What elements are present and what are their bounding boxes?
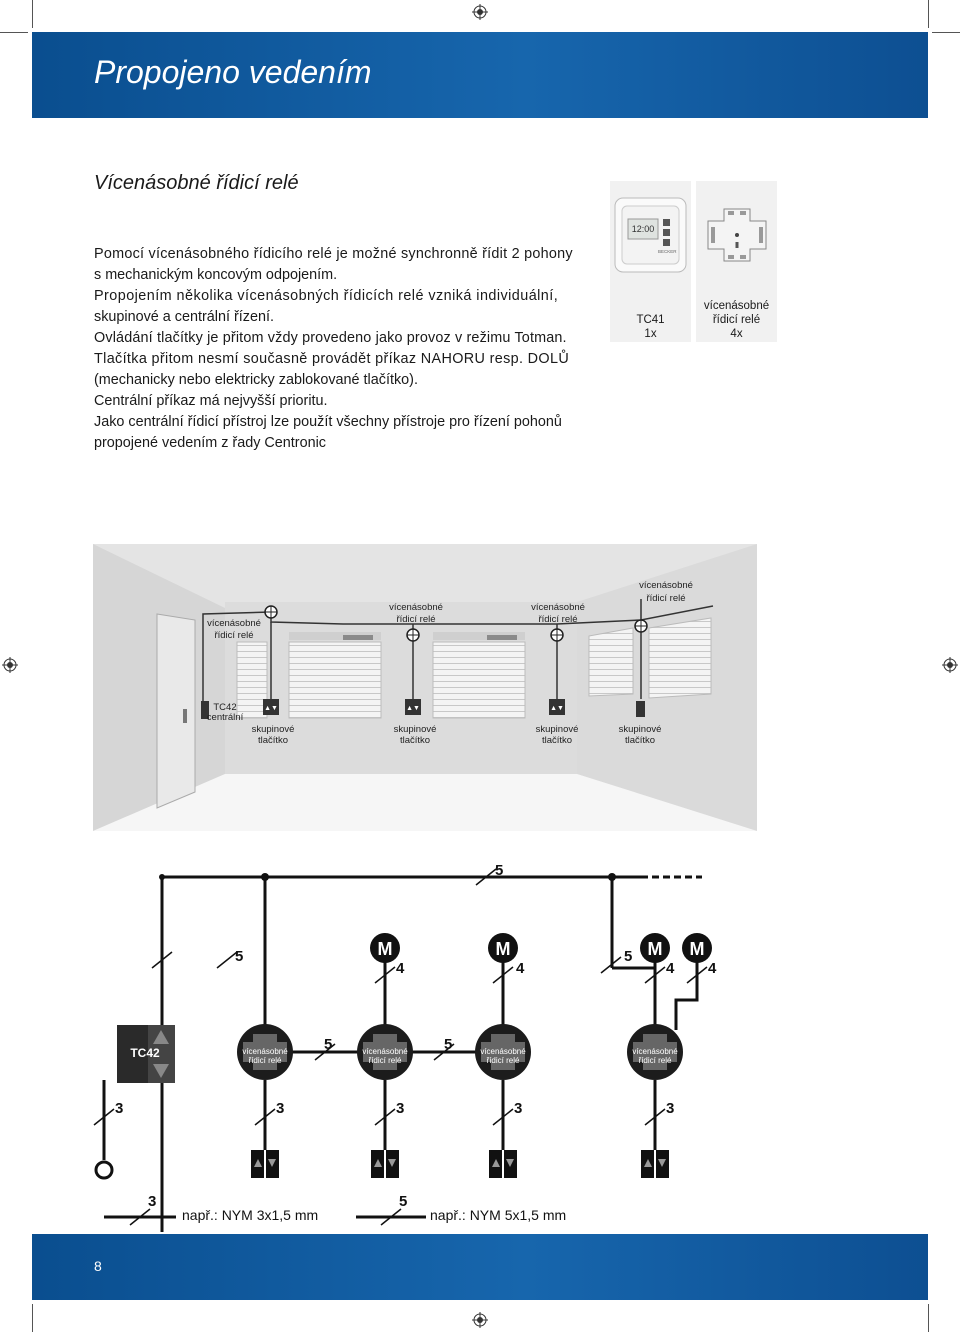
legend-cable-3 bbox=[104, 1193, 318, 1225]
product-name: TC41 bbox=[636, 314, 665, 326]
relay-text: vícenásobné bbox=[242, 1047, 288, 1056]
group-button-icon bbox=[371, 1150, 399, 1178]
cable-count: 5 bbox=[444, 1036, 453, 1053]
relay-symbol bbox=[407, 629, 419, 641]
window bbox=[589, 628, 633, 696]
relay-label: vícenásobné bbox=[389, 602, 443, 613]
relay-symbol bbox=[635, 620, 647, 632]
motor-icon bbox=[370, 933, 400, 963]
registration-mark-left bbox=[2, 657, 18, 673]
relay-text: vícenásobné bbox=[362, 1047, 408, 1056]
relay-label: řídicí relé bbox=[214, 630, 254, 641]
legend-count: 5 bbox=[399, 1193, 408, 1210]
group-button-label: tlačítko bbox=[399, 735, 431, 746]
group-button-icon bbox=[641, 1150, 669, 1178]
cable-count: 4 bbox=[396, 960, 405, 977]
page-number: 8 bbox=[94, 1258, 102, 1274]
group-button-label: tlačítko bbox=[257, 735, 289, 746]
cable-count: 4 bbox=[516, 960, 525, 977]
window bbox=[289, 632, 381, 718]
group-button-label: skupinové bbox=[393, 724, 437, 735]
motor-icon bbox=[488, 933, 518, 963]
body-text bbox=[94, 244, 594, 454]
relay-text: řídicí relé bbox=[248, 1056, 282, 1065]
window bbox=[649, 618, 711, 698]
relay-label: řídicí relé bbox=[646, 593, 686, 604]
registration-mark-bottom bbox=[472, 1312, 488, 1328]
registration-mark-top bbox=[472, 4, 488, 20]
motor-icon bbox=[682, 933, 712, 963]
tc41-device-image bbox=[614, 197, 687, 273]
room-illustration bbox=[93, 544, 757, 831]
crop-mark bbox=[32, 1304, 33, 1332]
cable-count: 3 bbox=[396, 1100, 405, 1117]
tc42-text: TC42 bbox=[130, 1046, 160, 1060]
group-button-label: tlačítko bbox=[541, 735, 573, 746]
crosshair-icon bbox=[472, 4, 488, 20]
relay-text: řídicí relé bbox=[638, 1056, 672, 1065]
crop-mark bbox=[0, 32, 28, 33]
body-line: Tlačítka přitom nesmí současně provádět příkaz NAHORU resp. DOLŮ bbox=[94, 351, 570, 367]
group-button-icon bbox=[549, 699, 565, 715]
device-brand-text: BECKER bbox=[658, 249, 677, 254]
product-name: vícenásobné bbox=[703, 300, 770, 312]
relay-text: vícenásobné bbox=[480, 1047, 526, 1056]
svg-text:▲▼: ▲▼ bbox=[264, 705, 278, 712]
cable-count: 5 bbox=[235, 948, 244, 965]
tc42-unit bbox=[117, 1025, 175, 1083]
relay-symbol bbox=[551, 629, 563, 641]
relay-device-image bbox=[706, 207, 768, 263]
relay-text: řídicí relé bbox=[486, 1056, 520, 1065]
relay-label: vícenásobné bbox=[531, 602, 585, 613]
motor-icon bbox=[640, 933, 670, 963]
body-line: skupinové a centrální řízení. bbox=[94, 309, 274, 325]
group-button-label: skupinové bbox=[251, 724, 295, 735]
svg-text:▲▼: ▲▼ bbox=[406, 705, 420, 712]
body-line: Propojením několika vícenásobných řídicích relé vzniká individuální, bbox=[94, 288, 559, 304]
svg-text:M: M bbox=[647, 939, 663, 959]
section-title: Vícenásobné řídicí relé bbox=[94, 172, 299, 194]
body-line: s mechanickým koncovým odpojením. bbox=[94, 267, 338, 283]
body-line: Jako centrální řídicí přístroj lze použít všechny přístroje pro řízení pohonů bbox=[94, 414, 562, 430]
crosshair-icon bbox=[2, 657, 18, 673]
relay-text: řídicí relé bbox=[368, 1056, 402, 1065]
cable-count: 5 bbox=[324, 1036, 333, 1053]
registration-mark-right bbox=[942, 657, 958, 673]
legend-text: např.: NYM 5x1,5 mm bbox=[430, 1207, 567, 1223]
page-title: Propojeno vedením bbox=[94, 54, 372, 90]
crosshair-icon bbox=[472, 1312, 488, 1328]
relay-unit bbox=[475, 1024, 531, 1080]
body-line: (mechanicky nebo elektricky zablokované tlačítko). bbox=[94, 372, 418, 388]
body-line: Pomocí vícenásobného řídicího relé je možné synchronně řídit 2 pohony bbox=[94, 246, 573, 262]
relay-symbol bbox=[265, 606, 277, 618]
relay-label: vícenásobné bbox=[207, 618, 261, 629]
cable-count: 3 bbox=[666, 1100, 675, 1117]
relay-text: vícenásobné bbox=[632, 1047, 678, 1056]
product-name: řídicí relé bbox=[712, 314, 761, 326]
product-box-tc41 bbox=[610, 181, 691, 342]
crop-mark bbox=[32, 0, 33, 28]
wiring-diagram bbox=[0, 840, 960, 1232]
legend-cable-5 bbox=[356, 1193, 566, 1225]
window bbox=[433, 632, 525, 718]
legend-count: 3 bbox=[148, 1193, 157, 1210]
crop-mark bbox=[928, 0, 929, 28]
svg-text:M: M bbox=[495, 939, 511, 959]
body-line: propojené vedením z řady Centronic bbox=[94, 435, 326, 451]
cable-count: 4 bbox=[666, 960, 675, 977]
cable-count: 4 bbox=[708, 960, 717, 977]
cable-count: 3 bbox=[276, 1100, 285, 1117]
power-terminal-icon bbox=[96, 1162, 112, 1178]
group-button-label: tlačítko bbox=[624, 735, 656, 746]
footer-banner bbox=[32, 1234, 928, 1300]
device-display-text: 12:00 bbox=[631, 224, 655, 234]
body-line: Ovládání tlačítky je přitom vždy provedeno jako provoz v režimu Totman. bbox=[94, 330, 567, 346]
tc42-label: TC42 bbox=[213, 702, 237, 713]
cable-count: 3 bbox=[115, 1100, 124, 1117]
product-qty: 4x bbox=[730, 328, 743, 340]
cable-count: 5 bbox=[624, 948, 633, 965]
body-line: Centrální příkaz má nejvyšší prioritu. bbox=[94, 393, 328, 409]
product-qty: 1x bbox=[644, 328, 657, 340]
door bbox=[157, 614, 195, 808]
crosshair-icon bbox=[942, 657, 958, 673]
group-button-icon bbox=[405, 699, 421, 715]
product-box-relay bbox=[696, 181, 777, 342]
group-button-icon bbox=[251, 1150, 279, 1178]
relay-unit bbox=[357, 1024, 413, 1080]
cable-count: 3 bbox=[514, 1100, 523, 1117]
group-button-icon bbox=[263, 699, 279, 715]
relay-unit bbox=[627, 1024, 683, 1080]
crop-mark bbox=[932, 32, 960, 33]
relay-label: řídicí relé bbox=[396, 614, 436, 625]
svg-text:▲▼: ▲▼ bbox=[550, 705, 564, 712]
motor-cable bbox=[676, 960, 697, 1030]
svg-text:M: M bbox=[377, 939, 393, 959]
group-button-icon bbox=[636, 701, 645, 717]
group-button-label: skupinové bbox=[535, 724, 579, 735]
relay-label: řídicí relé bbox=[538, 614, 578, 625]
legend-text: např.: NYM 3x1,5 mm bbox=[182, 1207, 319, 1223]
door-handle bbox=[183, 709, 187, 723]
group-button-label: skupinové bbox=[618, 724, 662, 735]
relay-label: vícenásobné bbox=[639, 580, 693, 591]
group-button-icon bbox=[489, 1150, 517, 1178]
relay-unit bbox=[237, 1024, 293, 1080]
crop-mark bbox=[928, 1304, 929, 1332]
svg-text:M: M bbox=[689, 939, 705, 959]
cable-count: 5 bbox=[495, 862, 504, 879]
window bbox=[237, 642, 267, 718]
tc42-label: centrální bbox=[206, 712, 244, 723]
